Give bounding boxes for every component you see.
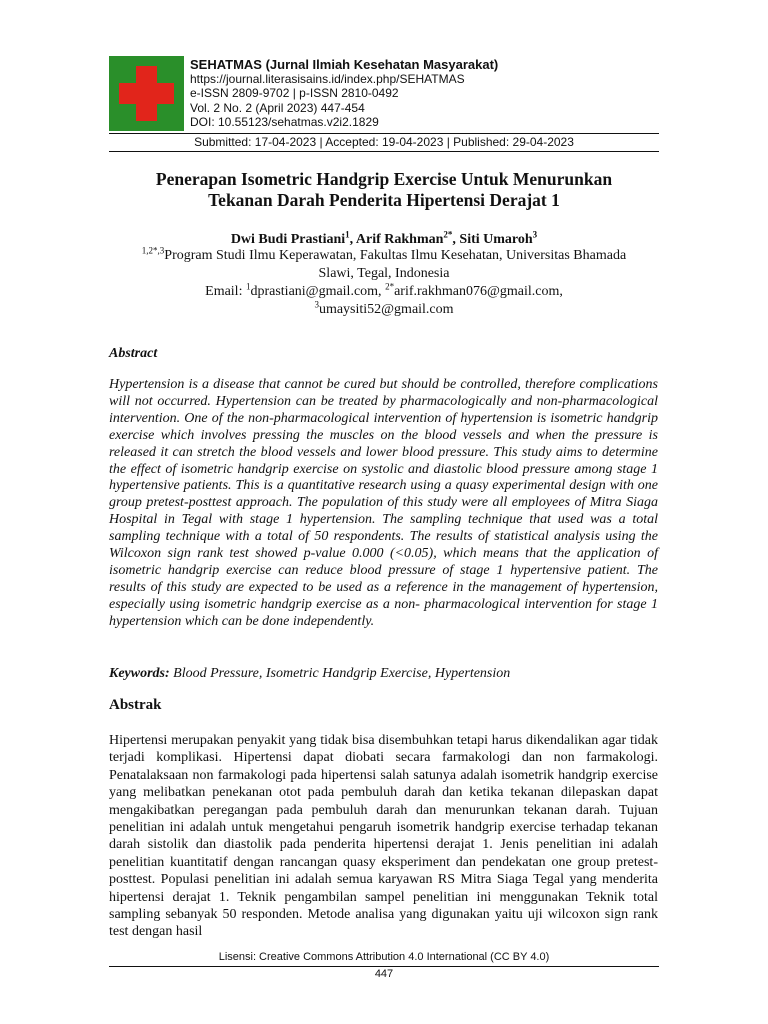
author-separator: , bbox=[452, 232, 460, 247]
author-sup: 2* bbox=[443, 229, 453, 240]
keywords-value: Blood Pressure, Isometric Handgrip Exercise, Hypertension bbox=[173, 666, 511, 681]
abstract-heading: Abstract bbox=[109, 346, 158, 361]
keywords-label: Keywords: bbox=[109, 666, 170, 681]
journal-url[interactable]: https://journal.literasisains.id/index.php/SEHATMAS bbox=[190, 72, 465, 86]
journal-header bbox=[109, 56, 659, 132]
journal-doi[interactable]: DOI: 10.55123/sehatmas.v2i2.1829 bbox=[190, 115, 379, 130]
author-sup: 1 bbox=[345, 229, 350, 240]
email-label: Email: bbox=[205, 284, 246, 299]
email-sup: 2* bbox=[385, 281, 395, 292]
header-rule-bottom bbox=[109, 151, 659, 152]
author-sup: 3 bbox=[532, 229, 538, 240]
abstrak-heading: Abstrak bbox=[109, 697, 162, 713]
email-link[interactable]: dprastiani@gmail.com, bbox=[250, 284, 386, 299]
footer-license: Lisensi: Creative Commons Attribution 4.0 International (CC BY 4.0) bbox=[218, 951, 550, 963]
journal-info bbox=[190, 57, 498, 130]
email-sup: 3 bbox=[314, 299, 319, 310]
header-rule-top bbox=[109, 133, 659, 134]
page-number: 447 bbox=[374, 968, 394, 980]
article-title-line2: Tekanan Darah Penderita Hipertensi Derajat 1 bbox=[208, 190, 560, 210]
submission-dates: Submitted: 17-04-2023 | Accepted: 19-04-2023 | Published: 29-04-2023 bbox=[194, 135, 574, 149]
affiliation-block bbox=[109, 245, 659, 319]
abstrak-body: Hipertensi merupakan penyakit yang tidak bisa disembuhkan tetapi harus dikendalikan agar tidak terjadi komplikasi. Hipertensi dapat diobati secara farmakologi dan non farmakologi. Penatalaksaan non farmakologi pada hipertensi salah satunya adalah isometrik handgrip exercise yang melibatkan penekanan otot pada pembuluh darah dan ketika tekanan dilepaskan dapat mengakibatkan peregangan pada pembuluh darah dan menurunkan tekanan darah. Tujuan penelitian ini adalah untuk mengetahui pengaruh isometrik handgrip exercise terhadap tekanan darah sistolik dan diastolik pada penderita hipertensi derajat 1. Jenis penelitian ini adalah penelitian kuantitatif dengan rancangan quasy eksperiment dan pendekatan one group pretest-posttest. Populasi penelitian ini adalah semua karyawan RS Mitra Siaga Tegal yang menderita hipertensi derajat 1. Teknik pengambilan sampel penelitian ini menggunakan Teknik total sampling sebanyak 50 responden. Metode analisa yang digunakan yaitu uji wilcoxon sign rank test dengan hasil bbox=[109, 733, 658, 940]
author-name: Dwi Budi Prastiani bbox=[230, 232, 346, 247]
email-line2 bbox=[109, 301, 659, 319]
affiliation-sup: 1,2*,3 bbox=[141, 245, 165, 256]
article-title bbox=[109, 169, 659, 211]
abstract-body: Hypertension is a disease that cannot be cured but should be controlled, therefore complications will not occurred. Hypertension can be treated by pharmacologically and non-pharmacological intervention. One of the non-pharmacological intervention of hypertension is isometric handgrip exercise which involves pressing the muscles on the blood vessels and when the pressure is released it can stretch the blood vessels and lower blood pressure. This study aims to determine the effect of isometric handgrip exercise on systolic and diastolic blood pressure among stage 1 hypertensive patients. This is a quantitative research using a quasy experimental design with one group pretest-posttest approach. The population of this study were all employees of Mitra Siaga Hospital in Tegal with stage 1 hypertension. The sampling technique that used was a total sampling technique with a total of 50 respondents. The results of statistical analysis using the Wilcoxon sign rank test showed p-value 0.000 (<0.05), which means that the application of isometric handgrip exercise can reduce blood pressure of stage 1 hypertensive patient. The results of this study are expected to be used as a reference in the management of hypertension, especially using isometric handgrip exercise as a non- pharmacological intervention for stage 1 hypertension which can be done independently. bbox=[109, 377, 658, 629]
journal-volume: Vol. 2 No. 2 (April 2023) 447-454 bbox=[190, 100, 365, 115]
affiliation-line2: Slawi, Tegal, Indonesia bbox=[318, 266, 450, 281]
journal-title: SEHATMAS (Jurnal Ilmiah Kesehatan Masyarakat) bbox=[190, 57, 499, 72]
red-cross-logo bbox=[109, 56, 184, 131]
affiliation-line1 bbox=[109, 247, 659, 265]
article-title-line1: Penerapan Isometric Handgrip Exercise Untuk Menurunkan bbox=[155, 169, 613, 189]
keywords-line bbox=[109, 665, 510, 682]
author-separator: , bbox=[349, 232, 356, 247]
journal-issn: e-ISSN 2809-9702 | p-ISSN 2810-0492 bbox=[190, 86, 399, 101]
email-link[interactable]: umaysiti52@gmail.com bbox=[318, 302, 454, 317]
email-sup: 1 bbox=[245, 281, 251, 292]
email-link[interactable]: arif.rakhman076@gmail.com, bbox=[394, 284, 563, 299]
author-name: Siti Umaroh bbox=[459, 232, 533, 247]
affiliation-text: Program Studi Ilmu Keperawatan, Fakultas Ilmu Kesehatan, Universitas Bhamada bbox=[164, 248, 627, 263]
footer-rule bbox=[109, 966, 659, 967]
author-name: Arif Rakhman bbox=[355, 232, 444, 247]
email-line bbox=[109, 283, 659, 301]
